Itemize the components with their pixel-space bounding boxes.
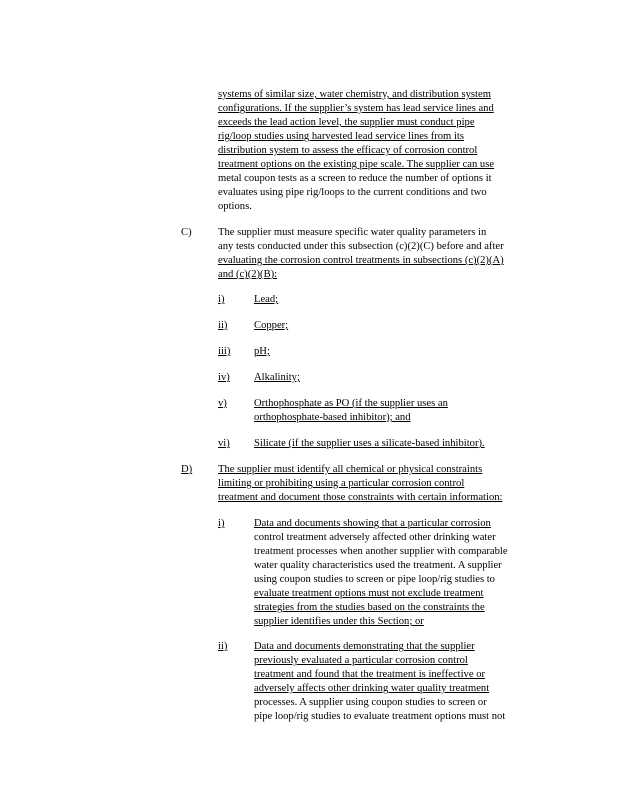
list-item-text: Copper; — [254, 320, 289, 331]
text-line: systems of similar size, water chemistry, and distribution system — [218, 89, 491, 100]
text-line: using coupon studies to screen or pipe loop/rig studies to — [254, 574, 495, 585]
text-line: control treatment adversely affected other drinking water — [254, 532, 496, 543]
text-line: rig/loop studies using harvested lead service lines from its — [218, 131, 464, 142]
list-item-text: orthophosphate-based inhibitor); and — [254, 412, 411, 423]
list-item-text: Alkalinity; — [254, 372, 300, 383]
list-item-label: vi) — [218, 438, 230, 449]
text-line: processes. A supplier using coupon studies to screen or — [254, 697, 487, 708]
text-line: The supplier must measure specific water quality parameters in — [218, 227, 487, 238]
list-item-label: iv) — [218, 372, 230, 383]
text-line: Data and documents showing that a particular corrosion — [254, 518, 491, 529]
text-line: any tests conducted under this subsection (c)(2)(C) before and after — [218, 241, 504, 252]
text-line: Data and documents demonstrating that the supplier — [254, 641, 475, 652]
text-line: treatment processes when another supplier with comparable — [254, 546, 508, 557]
text-line: options. — [218, 201, 252, 212]
list-item-label: v) — [218, 398, 227, 409]
text-line: limiting or prohibiting using a particular corrosion control — [218, 478, 465, 489]
list-item-label: i) — [218, 294, 225, 305]
text-line: distribution system to assess the efficacy of corrosion control — [218, 145, 478, 156]
text-line: treatment and found that the treatment is ineffective or — [254, 669, 486, 680]
text-line: previously evaluated a particular corrosion control — [254, 655, 468, 666]
list-item-text: Silicate (if the supplier uses a silicate-based inhibitor). — [254, 438, 485, 449]
list-item-text: Lead; — [254, 294, 279, 305]
list-item-label: ii) — [218, 320, 228, 331]
section-d-label: D) — [181, 464, 193, 475]
list-item-text: Orthophosphate as PO (if the supplier uses an — [254, 398, 448, 409]
text-line: The supplier must identify all chemical or physical constraints — [218, 464, 483, 475]
text-line: strategies from the studies based on the constraints the — [254, 602, 485, 613]
text-line: evaluates using pipe rig/loops to the current conditions and two — [218, 187, 487, 198]
list-item-label: ii) — [218, 641, 228, 652]
text-line: adversely affects other drinking water quality treatment — [254, 683, 490, 694]
text-line: and (c)(2)(B): — [218, 269, 278, 280]
text-line: exceeds the lead action level, the supplier must conduct pipe — [218, 117, 475, 128]
list-item-label: i) — [218, 518, 225, 529]
text-line: treatment and document those constraints with certain information: — [218, 492, 503, 503]
text-line: water quality characteristics used the treatment. A supplier — [254, 560, 502, 571]
text-line: supplier identifies under this Section; or — [254, 616, 424, 627]
text-line: evaluate treatment options must not exclude treatment — [254, 588, 484, 599]
text-line: treatment options on the existing pipe scale. The supplier can use — [218, 159, 495, 170]
text-line: configurations. If the supplier’s system has lead service lines and — [218, 103, 494, 114]
section-c-label: C) — [181, 227, 192, 238]
list-item-text: pH; — [254, 346, 270, 357]
list-item-label: iii) — [218, 346, 231, 357]
text-line: metal coupon tests as a screen to reduce the number of options it — [218, 173, 492, 184]
text-line: pipe loop/rig studies to evaluate treatment options must not — [254, 711, 506, 722]
text-line: evaluating the corrosion control treatments in subsections (c)(2)(A) — [218, 255, 504, 266]
